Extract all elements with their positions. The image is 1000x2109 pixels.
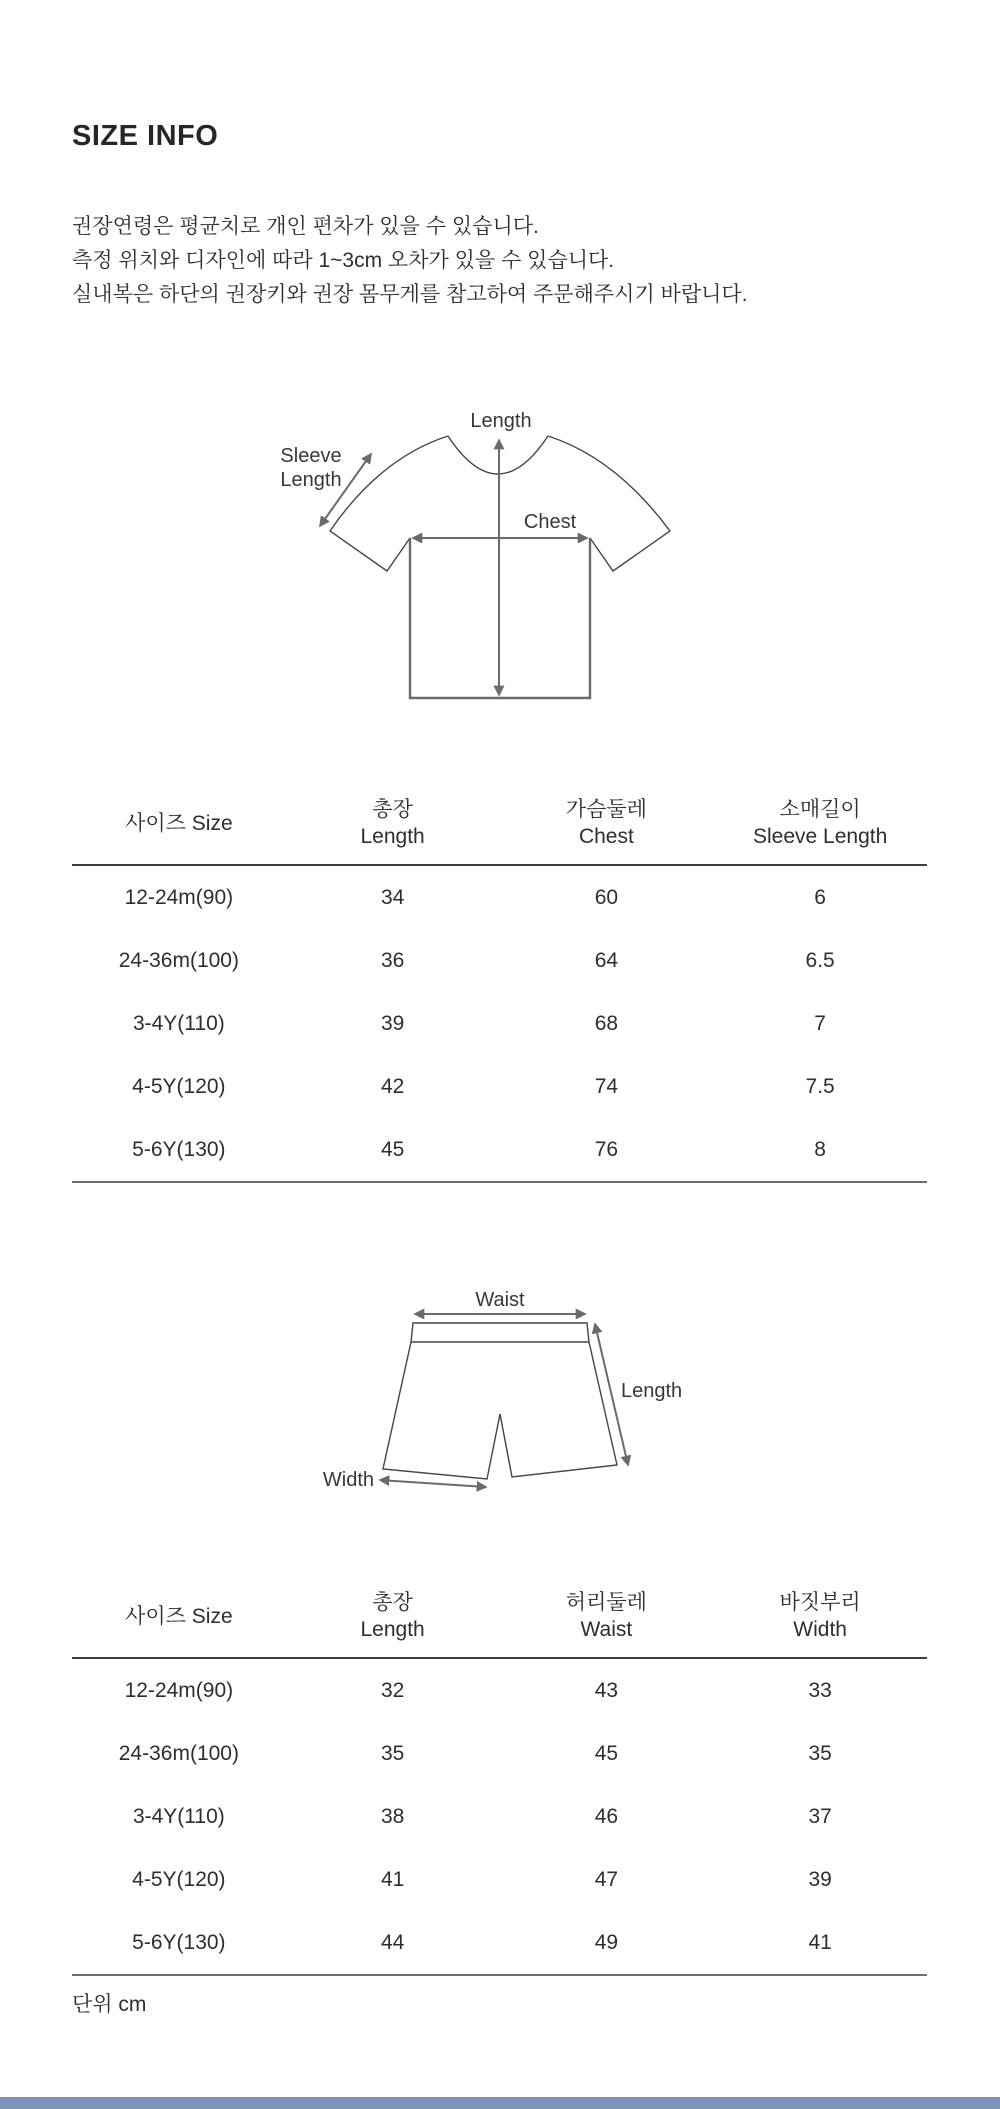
length-cell: 41 bbox=[380, 1868, 405, 1891]
table-row bbox=[72, 1785, 927, 1848]
sleeve-length-label-line2: Length bbox=[280, 469, 342, 491]
shirt-size-table bbox=[72, 790, 927, 1183]
size-cell: 24-36m(100) bbox=[118, 949, 239, 972]
notice-line: 권장연령은 평균치로 개인 편차가 있을 수 있습니다. bbox=[72, 215, 539, 238]
table-row bbox=[72, 1658, 927, 1722]
size-cell: 4-5Y(120) bbox=[132, 1868, 226, 1891]
table-row bbox=[72, 865, 927, 929]
width-cell: 35 bbox=[808, 1742, 832, 1765]
chest-cell: 60 bbox=[594, 886, 619, 909]
tshirt-left-sleeve bbox=[330, 436, 448, 571]
length-cell: 34 bbox=[380, 886, 405, 909]
length-cell: 35 bbox=[380, 1742, 405, 1765]
table-header-row bbox=[72, 790, 927, 865]
sleeve-cell: 8 bbox=[814, 1138, 826, 1161]
column-header-text: Waist bbox=[580, 1618, 633, 1641]
table-row bbox=[72, 1911, 927, 1975]
size-cell: 24-36m(100) bbox=[118, 1742, 239, 1765]
tshirt-right-sleeve bbox=[548, 436, 670, 571]
tshirt-measurement-diagram bbox=[280, 400, 720, 710]
sleeve-cell: 6.5 bbox=[805, 949, 835, 972]
size-cell: 5-6Y(130) bbox=[132, 1931, 226, 1954]
column-header-waist bbox=[500, 1583, 714, 1658]
column-header-length bbox=[286, 1583, 500, 1658]
column-header-text: Chest bbox=[578, 825, 634, 848]
sleeve-length-label-line1: Sleeve bbox=[280, 445, 342, 467]
sleeve-cell: 7.5 bbox=[805, 1075, 835, 1098]
notice-line: 실내복은 하단의 권장키와 권장 몸무게를 참고하여 주문해주시기 바랍니다. bbox=[72, 283, 748, 306]
column-header-text: 허리둘레 bbox=[565, 1591, 647, 1614]
chest-label: Chest bbox=[523, 511, 577, 533]
shorts-size-table bbox=[72, 1583, 927, 1976]
width-cell: 33 bbox=[808, 1679, 832, 1702]
width-cell: 39 bbox=[808, 1868, 832, 1891]
column-header-text: Length bbox=[360, 1618, 425, 1641]
shorts-length-label: Length bbox=[621, 1380, 683, 1402]
column-header-text: 소매길이 bbox=[779, 798, 861, 821]
length-cell: 36 bbox=[380, 949, 405, 972]
shorts-measurement-diagram bbox=[290, 1279, 710, 1509]
column-header-text: 사이즈 Size bbox=[125, 1604, 233, 1628]
table-row bbox=[72, 992, 927, 1055]
table-row bbox=[72, 929, 927, 992]
length-cell: 39 bbox=[380, 1012, 405, 1035]
notice-paragraph bbox=[72, 154, 927, 312]
column-header-text: 총장 bbox=[372, 1591, 413, 1614]
column-header-text: 바짓부리 bbox=[779, 1591, 861, 1614]
width-arrow bbox=[380, 1480, 486, 1487]
column-header-text: Sleeve Length bbox=[752, 825, 888, 848]
column-header-text: Length bbox=[360, 825, 425, 848]
column-header-length bbox=[286, 790, 500, 865]
size-cell: 4-5Y(120) bbox=[132, 1075, 226, 1098]
size-cell: 12-24m(90) bbox=[124, 886, 234, 909]
width-label: Width bbox=[322, 1469, 374, 1491]
chest-cell: 76 bbox=[594, 1138, 619, 1161]
waist-cell: 43 bbox=[594, 1679, 619, 1702]
column-header-sleeve-length bbox=[713, 790, 927, 865]
waist-cell: 46 bbox=[594, 1805, 619, 1828]
length-cell: 45 bbox=[380, 1138, 405, 1161]
column-header-width bbox=[713, 1583, 927, 1658]
column-header-text: Width bbox=[793, 1618, 847, 1641]
column-header-chest bbox=[500, 790, 714, 865]
unit-note: 단위 cm bbox=[72, 1993, 147, 2016]
chest-cell: 74 bbox=[594, 1075, 619, 1098]
length-cell: 44 bbox=[380, 1931, 405, 1954]
table-row bbox=[72, 1722, 927, 1785]
waist-cell: 47 bbox=[594, 1868, 619, 1891]
column-header-size bbox=[72, 790, 286, 865]
width-cell: 41 bbox=[808, 1931, 832, 1954]
size-cell: 3-4Y(110) bbox=[132, 1012, 225, 1035]
bottom-accent-bar bbox=[0, 2097, 1000, 2109]
length-cell: 42 bbox=[380, 1075, 405, 1098]
table-row bbox=[72, 1055, 927, 1118]
length-label: Length bbox=[470, 410, 532, 432]
chest-cell: 68 bbox=[594, 1012, 619, 1035]
column-header-size bbox=[72, 1583, 286, 1658]
notice-line: 측정 위치와 디자인에 따라 1~3cm 오차가 있을 수 있습니다. bbox=[72, 249, 615, 272]
table-row bbox=[72, 1118, 927, 1182]
length-cell: 38 bbox=[380, 1805, 405, 1828]
shorts-size-table-header bbox=[72, 1583, 927, 1658]
shirt-size-table-header bbox=[72, 790, 927, 865]
sleeve-cell: 6 bbox=[814, 886, 826, 909]
waist-cell: 45 bbox=[594, 1742, 619, 1765]
length-cell: 32 bbox=[380, 1679, 405, 1702]
sleeve-cell: 7 bbox=[814, 1012, 826, 1035]
size-cell: 5-6Y(130) bbox=[132, 1138, 226, 1161]
waist-label: Waist bbox=[475, 1289, 525, 1311]
page-title: SIZE INFO bbox=[72, 120, 219, 152]
waist-cell: 49 bbox=[594, 1931, 619, 1954]
column-header-text: 가슴둘레 bbox=[565, 798, 647, 821]
table-row bbox=[72, 1848, 927, 1911]
size-cell: 3-4Y(110) bbox=[132, 1805, 225, 1828]
table-header-row bbox=[72, 1583, 927, 1658]
chest-cell: 64 bbox=[594, 949, 619, 972]
width-cell: 37 bbox=[808, 1805, 832, 1828]
column-header-text: 총장 bbox=[372, 798, 413, 821]
column-header-text: 사이즈 Size bbox=[125, 811, 233, 835]
shorts-outline bbox=[383, 1323, 617, 1479]
size-cell: 12-24m(90) bbox=[124, 1679, 234, 1702]
